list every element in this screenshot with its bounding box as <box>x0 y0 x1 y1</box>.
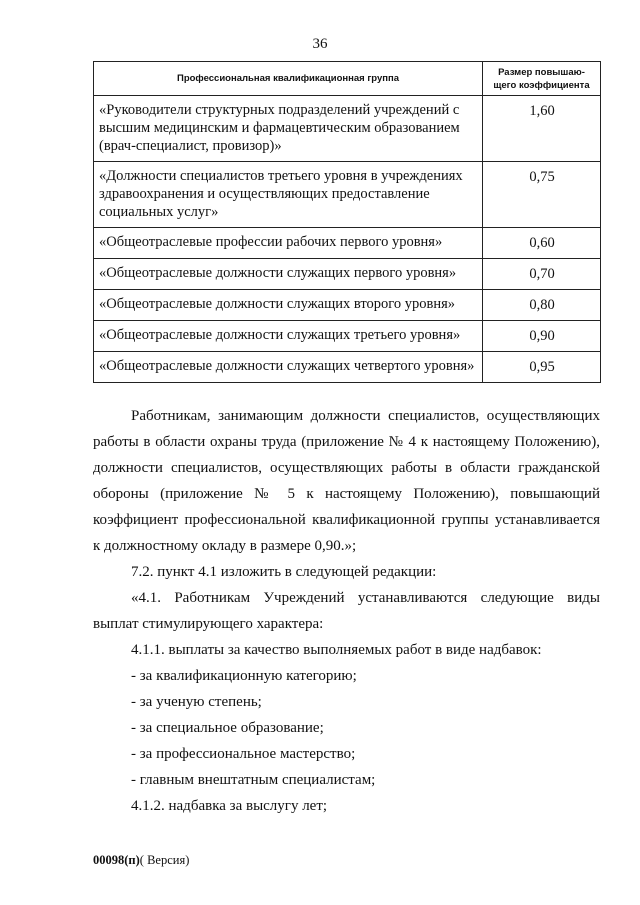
group-cell: «Должности специалистов третьего уровня в учреждениях здравоохранения и осуществляющих предоставление социальных услуг» <box>94 162 483 228</box>
footer-code: 00098(п) <box>93 853 140 867</box>
coefficient-cell: 0,75 <box>483 162 601 228</box>
paragraph-amendment: 7.2. пункт 4.1 изложить в следующей редакции: <box>131 564 437 580</box>
coefficient-cell: 0,90 <box>483 321 601 352</box>
group-cell: «Общеотраслевые должности служащих первого уровня» <box>94 259 483 290</box>
table-row <box>94 352 601 383</box>
header-coefficient-line1: Размер повышаю- <box>498 66 585 78</box>
coefficient-cell: 0,60 <box>483 228 601 259</box>
document-footer <box>93 853 189 868</box>
coefficient-table <box>93 61 601 383</box>
header-group: Профессиональная квалификационная группа <box>94 62 483 96</box>
table-row <box>94 259 601 290</box>
table-row <box>94 321 601 352</box>
coefficient-cell: 0,95 <box>483 352 601 383</box>
table-header-row <box>94 62 601 96</box>
list-item: - за квалификационную категорию; <box>131 668 357 684</box>
table-row <box>94 290 601 321</box>
coefficient-cell: 1,60 <box>483 96 601 162</box>
header-coefficient <box>483 62 601 96</box>
coefficient-cell: 0,70 <box>483 259 601 290</box>
table-row <box>94 228 601 259</box>
page-number: 36 <box>312 36 328 52</box>
footer-version: ( Версия) <box>139 853 190 867</box>
document-body <box>93 403 600 819</box>
group-cell: «Общеотраслевые должности служащих четвертого уровня» <box>94 352 483 383</box>
group-cell: «Общеотраслевые должности служащих третьего уровня» <box>94 321 483 352</box>
table-row <box>94 162 601 228</box>
group-cell: «Общеотраслевые профессии рабочих первого уровня» <box>94 228 483 259</box>
list-item: - за ученую степень; <box>131 694 262 710</box>
coefficient-cell: 0,80 <box>483 290 601 321</box>
table-row <box>94 96 601 162</box>
paragraph-protection-specialists: Работникам, занимающим должности специалистов, осуществляющих работы в области охраны труда (приложение № 4 к настоящему Положению), должности специалистов, осуществляющих работы в области гражданской обороны (приложение № 5 к настоящему Положению), повышающий коэффициент профессиональной квалификационной группы устанавливается к должностному окладу в размере 0,90.»; <box>93 408 600 554</box>
paragraph-seniority-bonus: 4.1.2. надбавка за выслугу лет; <box>131 798 328 814</box>
header-coefficient-line2: щего коэффициента <box>493 79 590 91</box>
paragraph-stimulus-types: «4.1. Работникам Учреждений устанавливаются следующие виды выплат стимулирующего характера: <box>93 590 600 632</box>
group-cell: «Руководители структурных подразделений учреждений с высшим медицинским и фармацевтическим образованием (врач-специалист, провизор)» <box>94 96 483 162</box>
list-item: - за специальное образование; <box>131 720 324 736</box>
paragraph-quality-payments: 4.1.1. выплаты за качество выполняемых работ в виде надбавок: <box>131 642 542 658</box>
group-cell: «Общеотраслевые должности служащих второго уровня» <box>94 290 483 321</box>
list-item: - главным внештатным специалистам; <box>131 772 376 788</box>
list-item: - за профессиональное мастерство; <box>131 746 356 762</box>
